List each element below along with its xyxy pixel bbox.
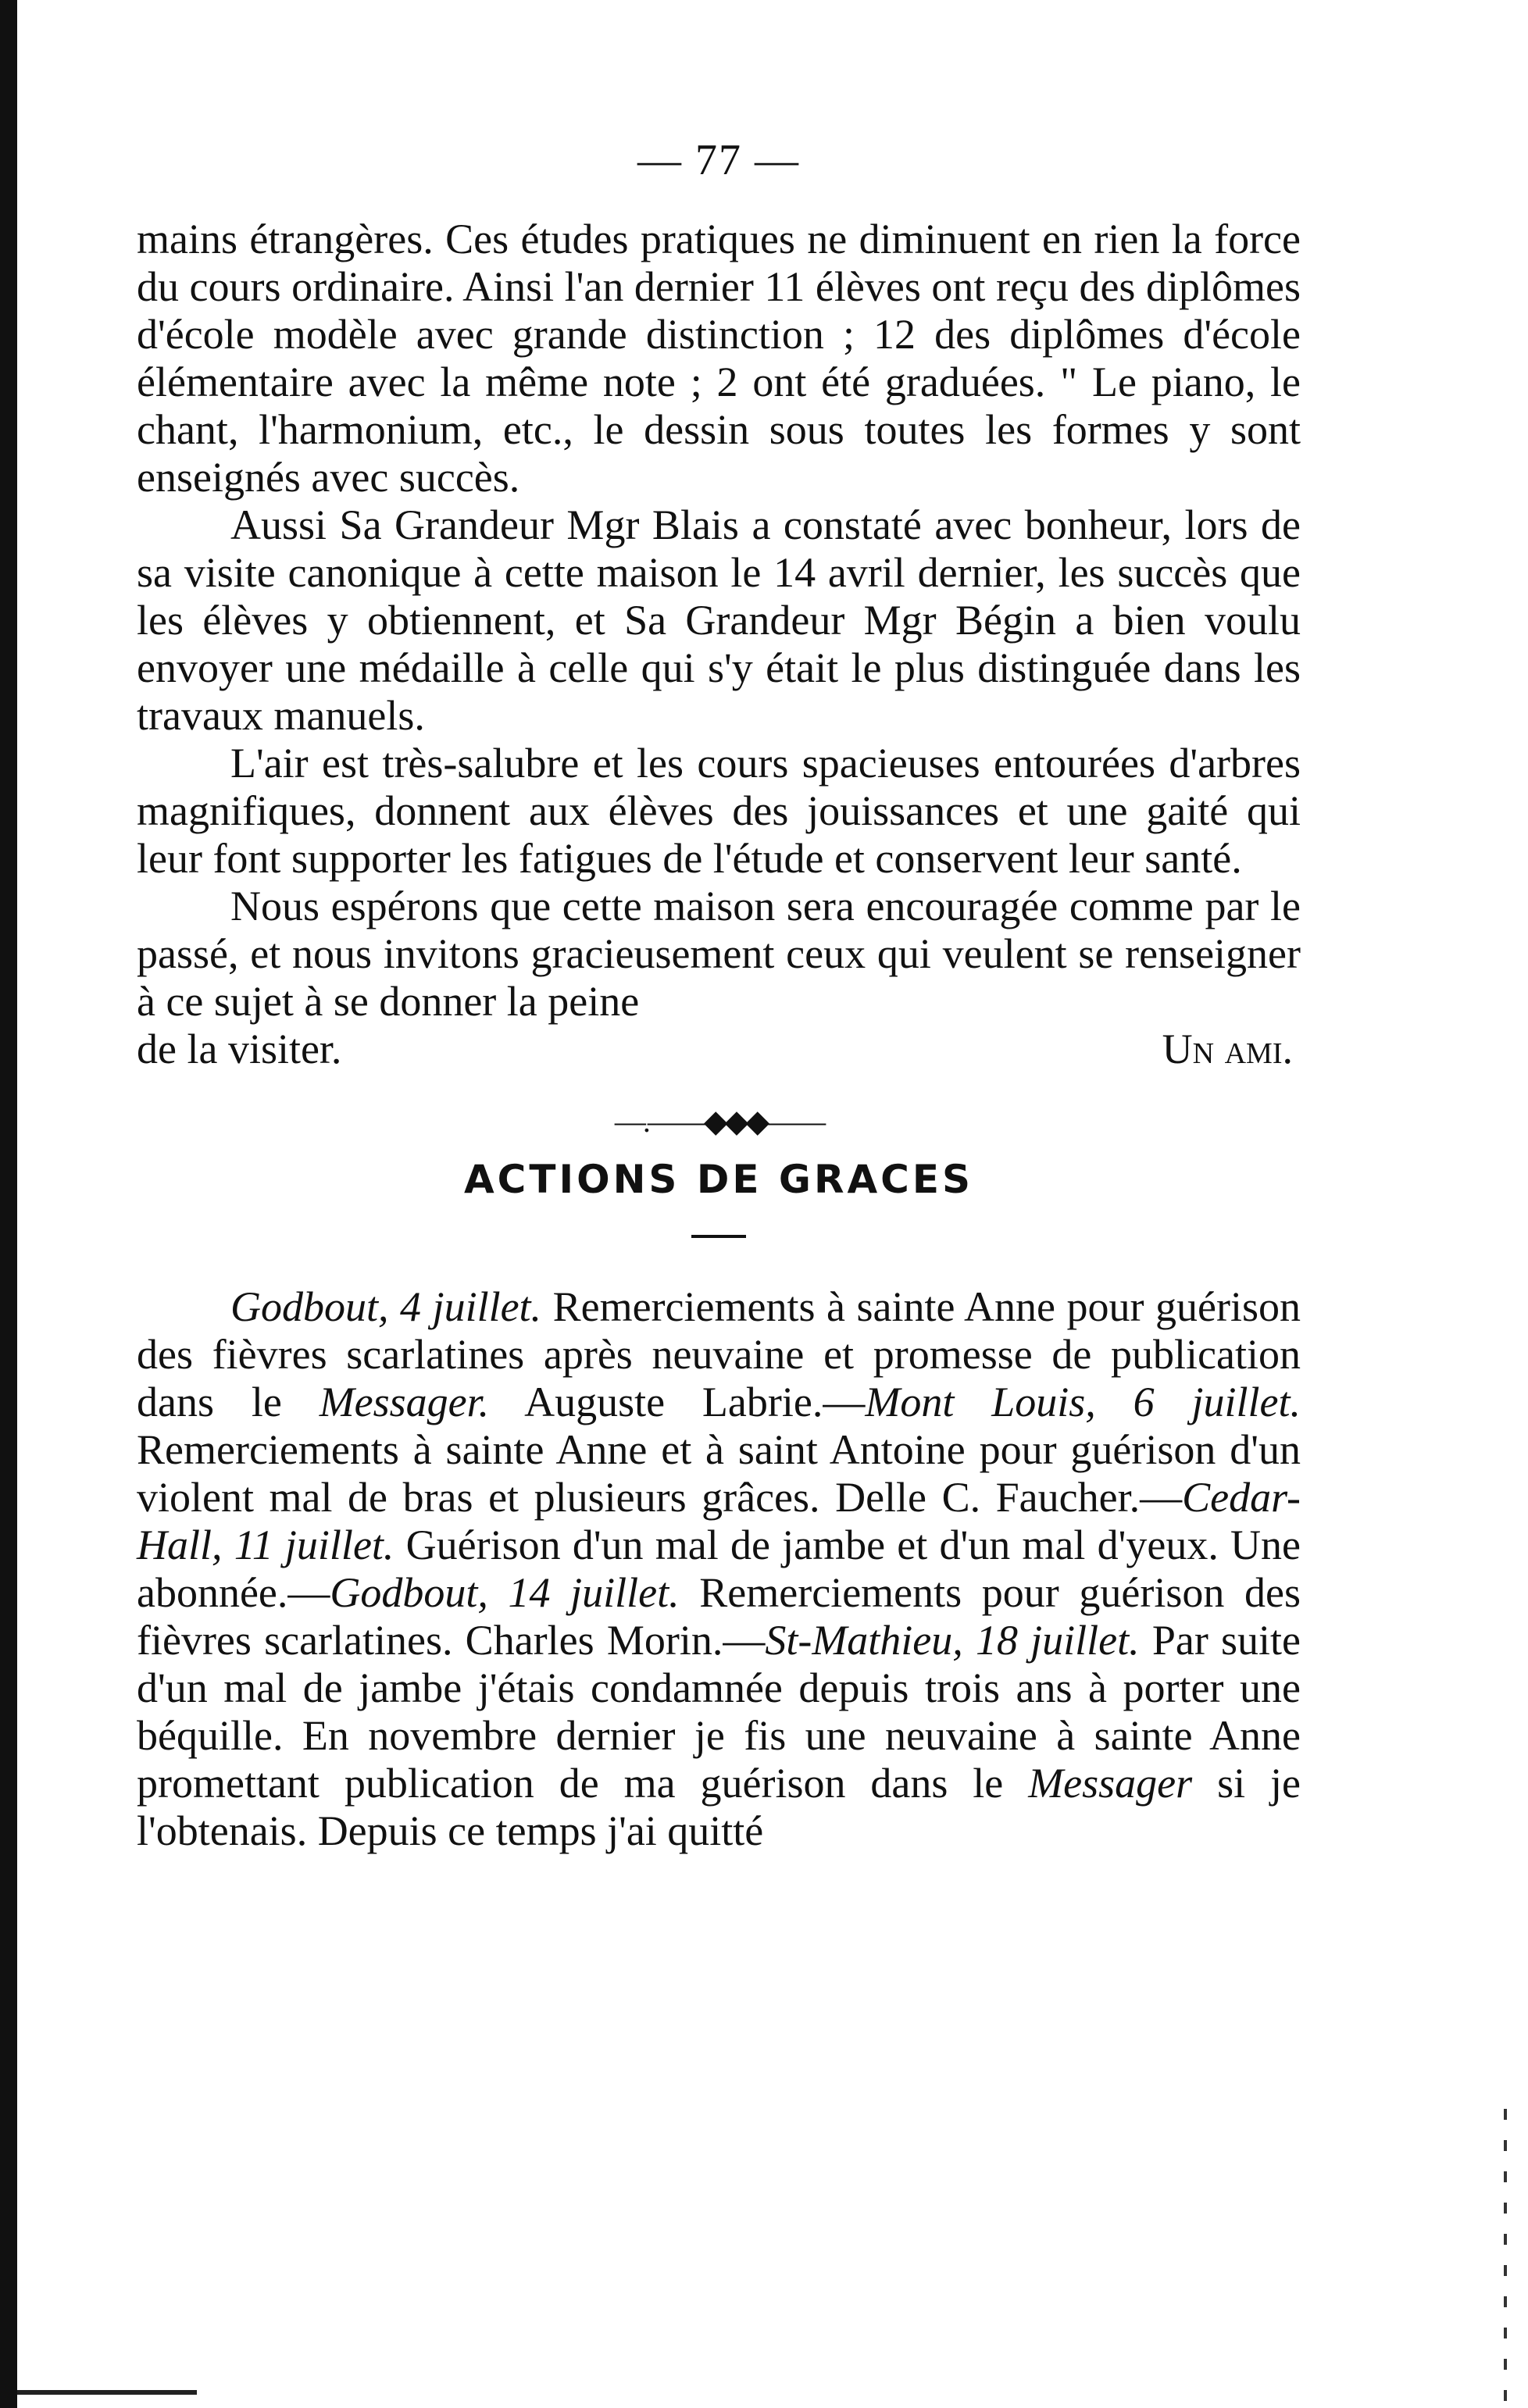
graces-text <box>137 1283 1301 1855</box>
scan-edge <box>0 0 17 2408</box>
paragraph-4-last-line: de la visiter. <box>137 1026 342 1072</box>
grace-4-place-date: Godbout, 14 juillet. <box>330 1569 680 1616</box>
grace-2-text: Remerciements à sainte Anne et à saint Antoine pour guérison d'un violent mal de bras et plusieurs grâces. Delle C. Faucher.— <box>137 1426 1301 1521</box>
grace-1-publication: Messager. <box>319 1379 490 1425</box>
grace-5-publication: Messager <box>1028 1760 1193 1807</box>
page-number: — 77 — <box>637 136 800 184</box>
ornament-divider: —.——◆◆◆—— <box>614 1104 823 1139</box>
paragraph-3: L'air est très-salubre et les cours spacieuses entourées d'arbres magnifiques, donnent aux élèves des jouissances et une gaité qui leur font supporter les fatigues de l'étude et conservent leur santé. <box>137 740 1301 882</box>
grace-4-text: Remerciements pour guérison des fièvres scarlatines. Charles Morin.— <box>137 1569 1301 1664</box>
grace-5-place-date: St-Mathieu, 18 juillet. <box>765 1617 1140 1664</box>
scan-right-marks <box>1504 2109 1507 2406</box>
paragraph-1: mains étrangères. Ces études pratiques ne diminuent en rien la force du cours ordinaire. Ainsi l'an dernier 11 élèves ont reçu des diplômes d'école modèle avec grande distinction ; 12 des diplômes d'école élémentaire avec la même note ; 2 ont été graduées. " Le piano, le chant, l'harmonium, etc., le dessin sous toutes les formes y sont enseignés avec succès. <box>137 216 1301 501</box>
paragraph-4: Nous espérons que cette maison sera encouragée comme par le passé, et nous invitons gracieusement ceux qui veulent se renseigner à ce sujet à se donner la peine <box>137 883 1301 1025</box>
paragraph-2: Aussi Sa Grandeur Mgr Blais a constaté avec bonheur, lors de sa visite canonique à cette maison le 14 avril dernier, les succès que les élèves y obtiennent, et Sa Grandeur Mgr Bégin a bien voulu envoyer une médaille à celle qui s'y était le plus distinguée dans les travaux manuels. <box>137 501 1301 739</box>
title-rule <box>691 1235 746 1238</box>
grace-2-place-date: Mont Louis, 6 juillet. <box>865 1379 1301 1425</box>
signature: Un ami. <box>1162 1026 1293 1072</box>
grace-1-text: Remerciements à sainte Anne pour guérison des fièvres scarlatines après neuvaine et promesse de publication dans le <box>137 1283 1301 1425</box>
grace-5-text: Par suite d'un mal de jambe j'étais condamnée depuis trois ans à porter une béquille. En novembre dernier je fis une neuvaine à sainte Anne promettant publication de ma guérison dans le <box>137 1617 1301 1807</box>
grace-3-place-date: Cedar-Hall, 11 juillet. <box>137 1474 1301 1568</box>
section-title: ACTIONS DE GRACES <box>463 1157 974 1202</box>
scan-edge-bottom <box>17 2390 197 2395</box>
paragraph-4-closing <box>137 1026 1301 1073</box>
grace-1-place-date: Godbout, 4 juillet. <box>230 1283 542 1330</box>
book-page <box>137 137 1301 1855</box>
grace-3-text: Guérison d'un mal de jambe et d'un mal d'yeux. Une abonnée.— <box>137 1521 1301 1616</box>
grace-5-ending: si je l'obtenais. Depuis ce temps j'ai quitté <box>137 1760 1301 1854</box>
grace-1-signer: Auguste Labrie.— <box>489 1379 866 1425</box>
